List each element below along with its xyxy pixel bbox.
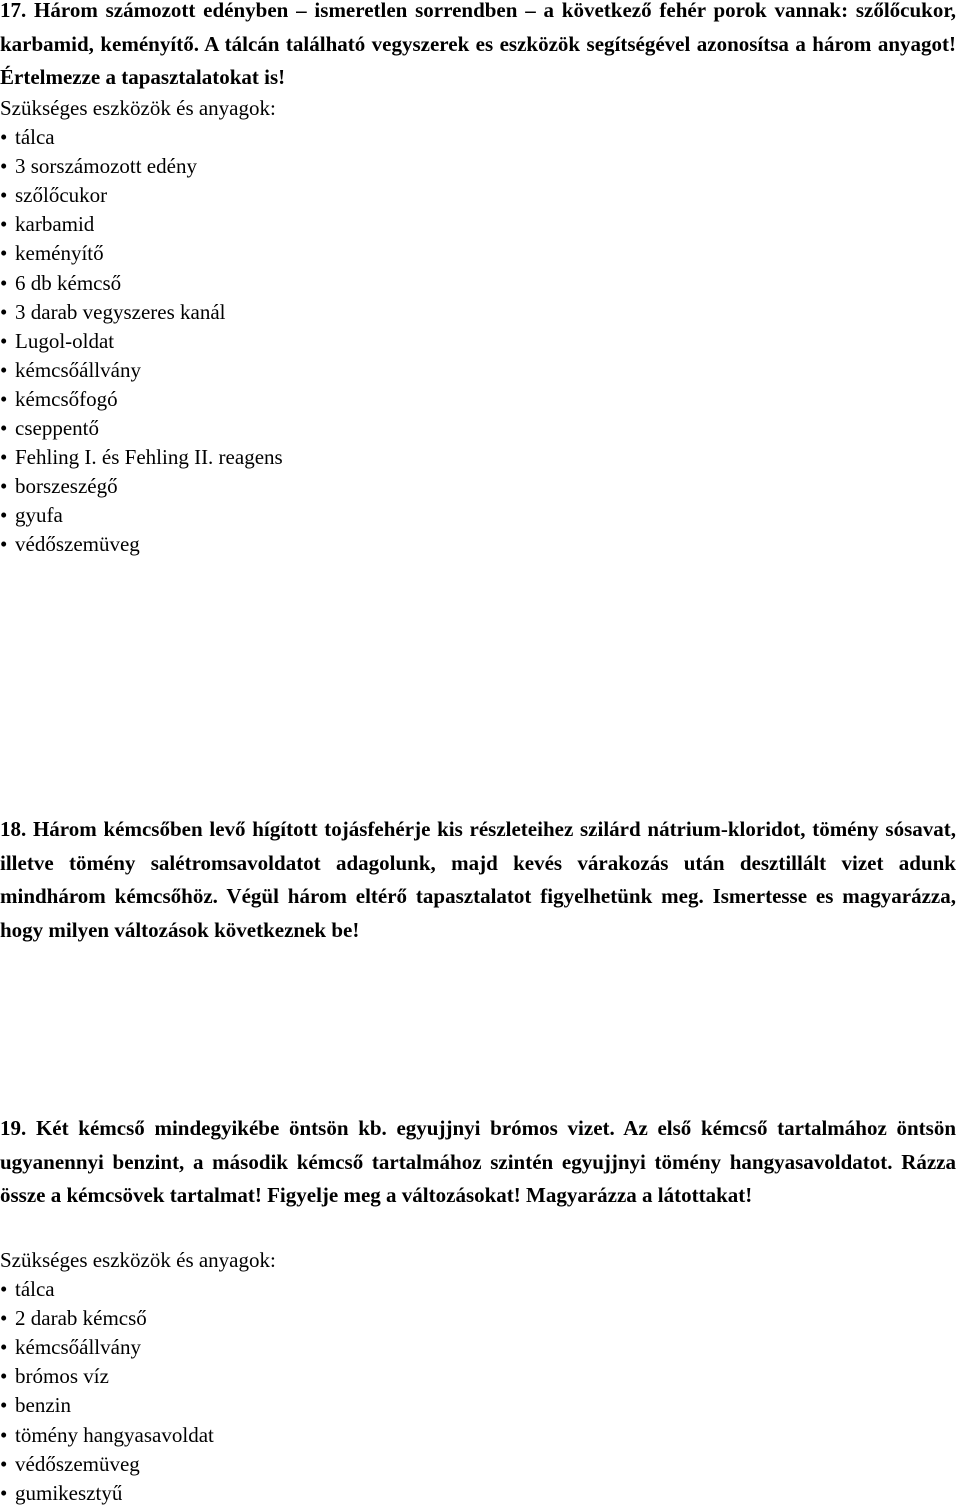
bullet-icon: • xyxy=(0,1451,8,1476)
list-item: • védőszemüveg xyxy=(0,530,900,559)
list-item: • 2 darab kémcső xyxy=(0,1304,900,1333)
bullet-icon: • xyxy=(0,328,8,353)
bullet-icon: • xyxy=(0,503,8,528)
list-item: • tálca xyxy=(0,123,900,152)
list-item: • karbamid xyxy=(0,210,900,239)
requirements-list xyxy=(0,123,900,559)
bullet-icon: • xyxy=(0,532,8,557)
list-item: • gumikesztyű xyxy=(0,1479,900,1508)
bullet-icon: • xyxy=(0,357,8,382)
task-17 xyxy=(0,0,956,95)
bullet-icon: • xyxy=(0,1422,8,1447)
list-item: • borszeszégő xyxy=(0,472,900,501)
list-item: • brómos víz xyxy=(0,1362,900,1391)
bullet-icon: • xyxy=(0,1393,8,1418)
bullet-icon: • xyxy=(0,241,8,266)
list-item: • védőszemüveg xyxy=(0,1450,900,1479)
list-item: • gyufa xyxy=(0,501,900,530)
list-item: • 3 darab vegyszeres kanál xyxy=(0,298,900,327)
bullet-icon: • xyxy=(0,416,8,441)
list-item: • tömény hangyasavoldat xyxy=(0,1421,900,1450)
bullet-icon: • xyxy=(0,125,8,150)
list-item: • benzin xyxy=(0,1391,900,1420)
list-item: • 6 db kémcső xyxy=(0,269,900,298)
task-17-requirements xyxy=(0,94,900,560)
bullet-icon: • xyxy=(0,154,8,179)
bullet-icon: • xyxy=(0,1335,8,1360)
task-19 xyxy=(0,1112,956,1213)
task-18-text: 18. Három kémcsőben levő hígított tojásfehérje kis részleteihez szilárd nátrium-kloridot, tömény sósavat, illetve tömény salétromsavoldatot adagolunk, majd kevés várakozás után desztillált vizet adunk mindhárom kémcsőhöz. Végül három eltérő tapasztalatot figyelhetünk meg. Ismertesse es magyarázza, hogy milyen változások következnek be! xyxy=(0,817,956,942)
bullet-icon: • xyxy=(0,299,8,324)
list-item: • Fehling I. és Fehling II. reagens xyxy=(0,443,900,472)
bullet-icon: • xyxy=(0,270,8,295)
task-19-text: 19. Két kémcső mindegyikébe öntsön kb. egyujjnyi brómos vizet. Az első kémcső tartalmához öntsön ugyanennyi benzint, a második kémcső tartalmához szintén egyujjnyi tömény hangyasavoldatot. Rázza össze a kémcsövek tartalmat! Figyelje meg a változásokat! Magyarázza a látottakat! xyxy=(0,1116,956,1208)
bullet-icon: • xyxy=(0,1277,8,1302)
list-item: • keményítő xyxy=(0,239,900,268)
bullet-icon: • xyxy=(0,445,8,470)
list-item: • Lugol-oldat xyxy=(0,327,900,356)
requirements-title: Szükséges eszközök és anyagok: xyxy=(0,96,276,120)
requirements-title: Szükséges eszközök és anyagok: xyxy=(0,1248,276,1272)
bullet-icon: • xyxy=(0,183,8,208)
task-19-requirements xyxy=(0,1246,900,1508)
bullet-icon: • xyxy=(0,474,8,499)
list-item: • szőlőcukor xyxy=(0,181,900,210)
list-item: • kémcsőállvány xyxy=(0,1333,900,1362)
bullet-icon: • xyxy=(0,1306,8,1331)
bullet-icon: • xyxy=(0,1480,8,1505)
list-item: • 3 sorszámozott edény xyxy=(0,152,900,181)
requirements-list xyxy=(0,1275,900,1508)
bullet-icon: • xyxy=(0,212,8,237)
task-18 xyxy=(0,813,956,947)
list-item: • kémcsőállvány xyxy=(0,356,900,385)
list-item: • tálca xyxy=(0,1275,900,1304)
bullet-icon: • xyxy=(0,386,8,411)
list-item: • kémcsőfogó xyxy=(0,385,900,414)
list-item: • cseppentő xyxy=(0,414,900,443)
task-17-text: 17. Három számozott edényben – ismeretlen sorrendben – a következő fehér porok vannak: szőlőcukor, karbamid, keményítő. A tálcán található vegyszerek es eszközök segítségével azonosítsa a három anyagot! Értelmezze a tapasztalatokat is! xyxy=(0,0,956,90)
bullet-icon: • xyxy=(0,1364,8,1389)
